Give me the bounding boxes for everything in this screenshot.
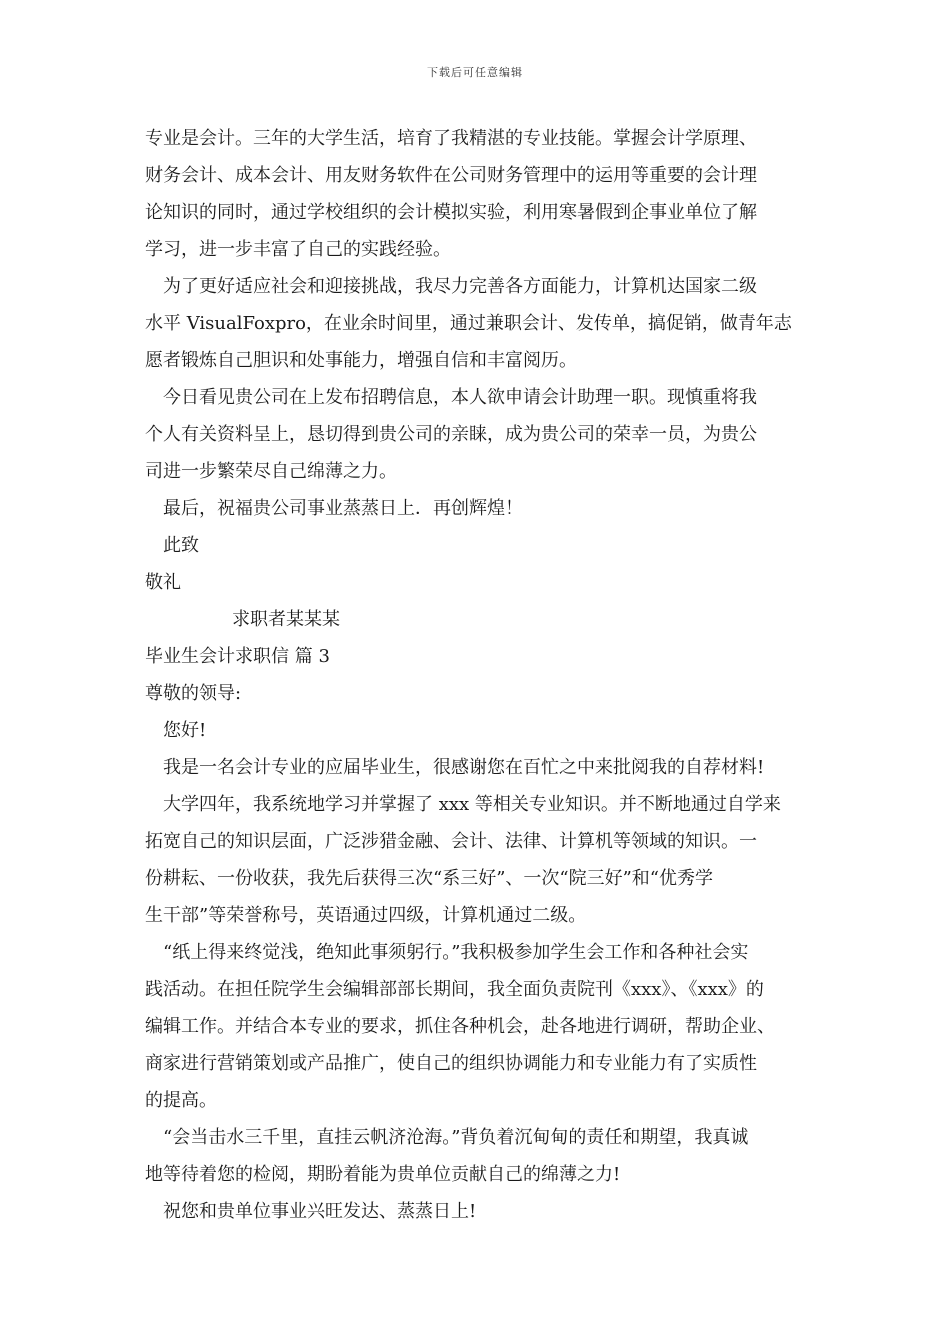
text-line: 求职者某某某 [232, 609, 340, 630]
text-line: 最后，祝福贵公司事业蒸蒸日上．再创辉煌！ [163, 498, 523, 519]
text-line: 拓宽自己的知识层面，广泛涉猎金融、会计、法律、计算机等领域的知识。一 [145, 831, 757, 852]
text-line: 祝您和贵单位事业兴旺发达、蒸蒸日上! [163, 1201, 477, 1222]
text-line: 地等待着您的检阅，期盼着能为贵单位贡献自己的绵薄之力! [145, 1164, 621, 1185]
text-line: 生干部”等荣誉称号，英语通过四级，计算机通过二级。 [145, 905, 587, 926]
text-line: 今日看见贵公司在上发布招聘信息，本人欲申请会计助理一职。现慎重将我 [163, 387, 757, 408]
text-line: 的提高。 [145, 1090, 217, 1111]
text-line: 商家进行营销策划或产品推广，使自己的组织协调能力和专业能力有了实质性 [145, 1053, 757, 1074]
text-line: 我是一名会计专业的应届毕业生，很感谢您在百忙之中来批阅我的自荐材料! [163, 757, 765, 778]
text-line: 司进一步繁荣尽自己绵薄之力。 [145, 461, 397, 482]
text-line: 论知识的同时，通过学校组织的会计模拟实验，利用寒暑假到企事业单位了解 [145, 202, 757, 223]
page-header-note: 下载后可任意编辑 [427, 66, 523, 79]
text-line: “会当击水三千里，直挂云帆济沧海。”背负着沉甸甸的责任和期望，我真诚 [163, 1127, 749, 1148]
text-line: 个人有关资料呈上，恳切得到贵公司的亲睐，成为贵公司的荣幸一员，为贵公 [145, 424, 757, 445]
text-line: 您好! [163, 720, 207, 741]
text-line: 专业是会计。三年的大学生活，培育了我精湛的专业技能。掌握会计学原理、 [145, 128, 757, 149]
text-line: 此致 [163, 535, 199, 556]
text-line: 为了更好适应社会和迎接挑战，我尽力完善各方面能力，计算机达国家二级 [163, 276, 757, 297]
text-line: 毕业生会计求职信 篇 3 [145, 646, 330, 667]
text-line: 学习，进一步丰富了自己的实践经验。 [145, 239, 451, 260]
text-line: “纸上得来终觉浅，绝知此事须躬行。”我积极参加学生会工作和各种社会实 [163, 942, 749, 963]
text-line: 尊敬的领导: [145, 683, 242, 704]
text-line: 敬礼 [145, 572, 181, 593]
text-line: 大学四年，我系统地学习并掌握了 xxx 等相关专业知识。并不断地通过自学来 [163, 794, 781, 815]
text-line: 编辑工作。并结合本专业的要求，抓住各种机会，赴各地进行调研，帮助企业、 [145, 1016, 775, 1037]
text-line: 份耕耘、一份收获，我先后获得三次“系三好”、一次“院三好”和“优秀学 [145, 868, 714, 889]
text-line: 践活动。在担任院学生会编辑部部长期间，我全面负责院刊《xxx》、《xxx》的 [145, 979, 764, 1000]
text-line: 愿者锻炼自己胆识和处事能力，增强自信和丰富阅历。 [145, 350, 577, 371]
text-line: 水平 VisualFoxpro，在业余时间里，通过兼职会计、发传单，搞促销，做青年志 [145, 313, 792, 334]
document-body [145, 120, 810, 1230]
text-line: 财务会计、成本会计、用友财务软件在公司财务管理中的运用等重要的会计理 [145, 165, 757, 186]
